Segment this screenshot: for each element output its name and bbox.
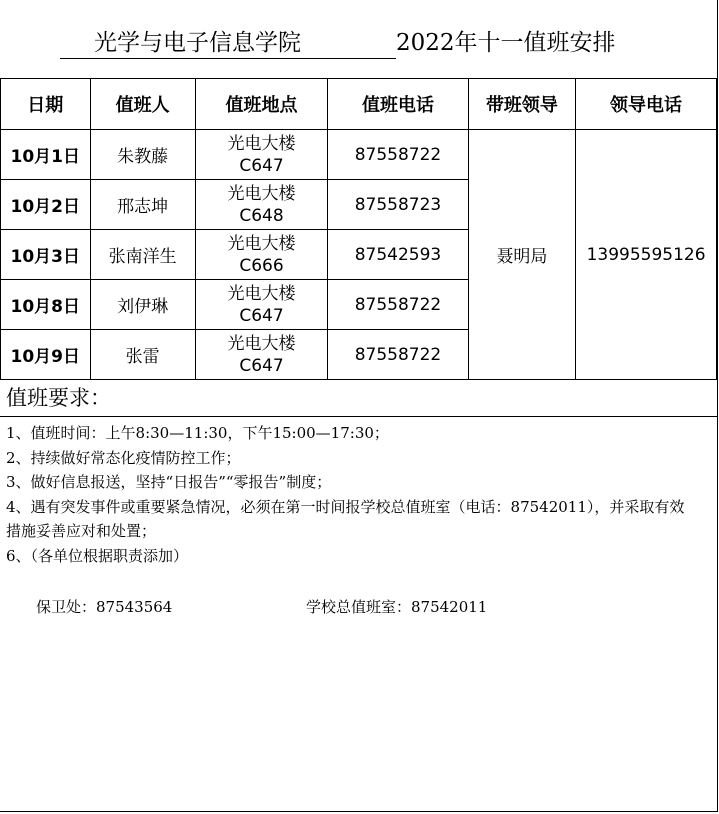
requirement-item: 4、遇有突发事件或重要紧急情况，必须在第一时间报学校总值班室（电话：87542011），并采取有效措施妥善应对和处置； [6,497,685,540]
location-room: C648 [239,205,284,226]
org-name: 光学与电子信息学院 [60,28,396,59]
table-header-row [1,79,717,130]
row-phone: 87558722 [328,330,469,380]
location-building: 光电大楼 [227,133,296,154]
location-room: C647 [239,155,284,176]
row-location [195,280,327,330]
row-location [195,130,327,180]
header-person: 值班人 [90,79,195,130]
security-contact: 保卫处：87543564 [36,598,173,616]
requirement-item: 1、值班时间：上午8:30—11:30，下午15:00—17:30； [6,424,389,442]
row-date: 10月2日 [1,180,91,230]
row-date: 10月1日 [1,130,91,180]
location-room: C666 [239,255,284,276]
location-room: C647 [239,355,284,376]
leader-phone: 13995595126 [576,130,717,380]
title-bar [0,0,718,78]
duty-table [0,78,717,380]
header-location: 值班地点 [195,79,327,130]
requirements-list [0,417,718,568]
row-person: 张雷 [90,330,195,380]
header-leader: 带班领导 [468,79,575,130]
row-location [195,330,327,380]
row-person: 邢志坤 [90,180,195,230]
row-person: 朱教藤 [90,130,195,180]
requirement-item: 6、（各单位根据职责添加） [6,546,189,565]
table-row [1,130,717,180]
row-date: 10月8日 [1,280,91,330]
requirement-item: 2、持续做好常态化疫情防控工作； [6,448,241,467]
row-phone: 87558722 [328,130,469,180]
header-date: 日期 [1,79,91,130]
location-building: 光电大楼 [227,283,296,304]
requirements-title: 值班要求： [0,379,718,417]
row-phone: 87542593 [328,230,469,280]
row-location [195,230,327,280]
location-room: C647 [239,305,284,326]
row-phone: 87558722 [328,280,469,330]
schedule-title: 2022年十一值班安排 [396,30,616,56]
leader-name: 聂明局 [468,130,575,380]
row-date: 10月9日 [1,330,91,380]
duty-office-contact: 学校总值班室：87542011 [306,598,488,616]
row-location [195,180,327,230]
location-building: 光电大楼 [227,233,296,254]
location-building: 光电大楼 [227,183,296,204]
row-person: 刘伊琳 [90,280,195,330]
row-date: 10月3日 [1,230,91,280]
requirements-section [0,379,718,568]
header-phone: 值班电话 [328,79,469,130]
header-leader-phone: 领导电话 [576,79,717,130]
location-building: 光电大楼 [227,333,296,354]
row-person: 张南洋生 [90,230,195,280]
row-phone: 87558723 [328,180,469,230]
requirement-item: 3、做好信息报送，坚持“日报告”“零报告”制度； [6,473,332,491]
